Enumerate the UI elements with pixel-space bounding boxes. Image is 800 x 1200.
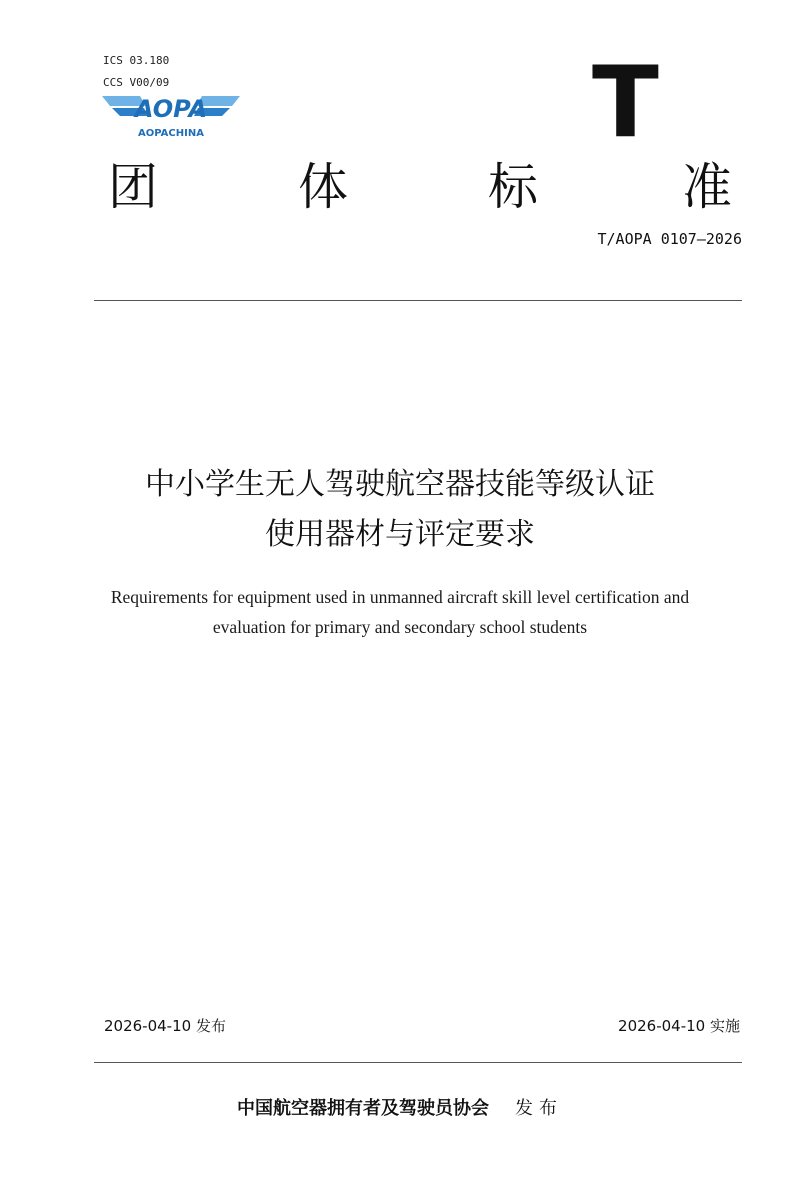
bottom-divider xyxy=(94,1062,742,1063)
standard-category-letter: T xyxy=(592,46,659,160)
standard-type-char: 标 xyxy=(488,158,538,216)
ccs-code: CCS V00/09 xyxy=(103,76,170,89)
standard-type-heading xyxy=(100,152,740,222)
english-title-line: Requirements for equipment used in unmanned aircraft skill level certification and xyxy=(110,587,690,607)
publisher-name: 中国航空器拥有者及驾驶员协会 xyxy=(237,1098,489,1119)
english-title-line: evaluation for primary and secondary school students xyxy=(212,617,588,637)
publish-date: 2026-04-10 发布 xyxy=(104,1017,226,1035)
publisher-line xyxy=(0,1094,800,1124)
chinese-title-line: 使用器材与评定要求 xyxy=(265,517,535,552)
standard-code: T/AOPA 0107—2026 xyxy=(597,230,742,248)
aopa-logo xyxy=(100,92,242,142)
top-divider xyxy=(94,300,742,301)
ics-code: ICS 03.180 xyxy=(103,54,170,67)
english-title xyxy=(60,582,740,642)
standard-type-char: 体 xyxy=(298,158,348,216)
standard-type-char: 准 xyxy=(682,158,732,216)
logo-wordmark: AOPA xyxy=(134,95,208,123)
chinese-title xyxy=(60,460,740,560)
logo-subtext: AOPACHINA xyxy=(138,128,204,139)
chinese-title-line: 中小学生无人驾驶航空器技能等级认证 xyxy=(145,467,655,502)
standard-type-char: 团 xyxy=(108,158,158,216)
implementation-date: 2026-04-10 实施 xyxy=(618,1017,740,1035)
publish-word: 发布 xyxy=(515,1098,563,1119)
